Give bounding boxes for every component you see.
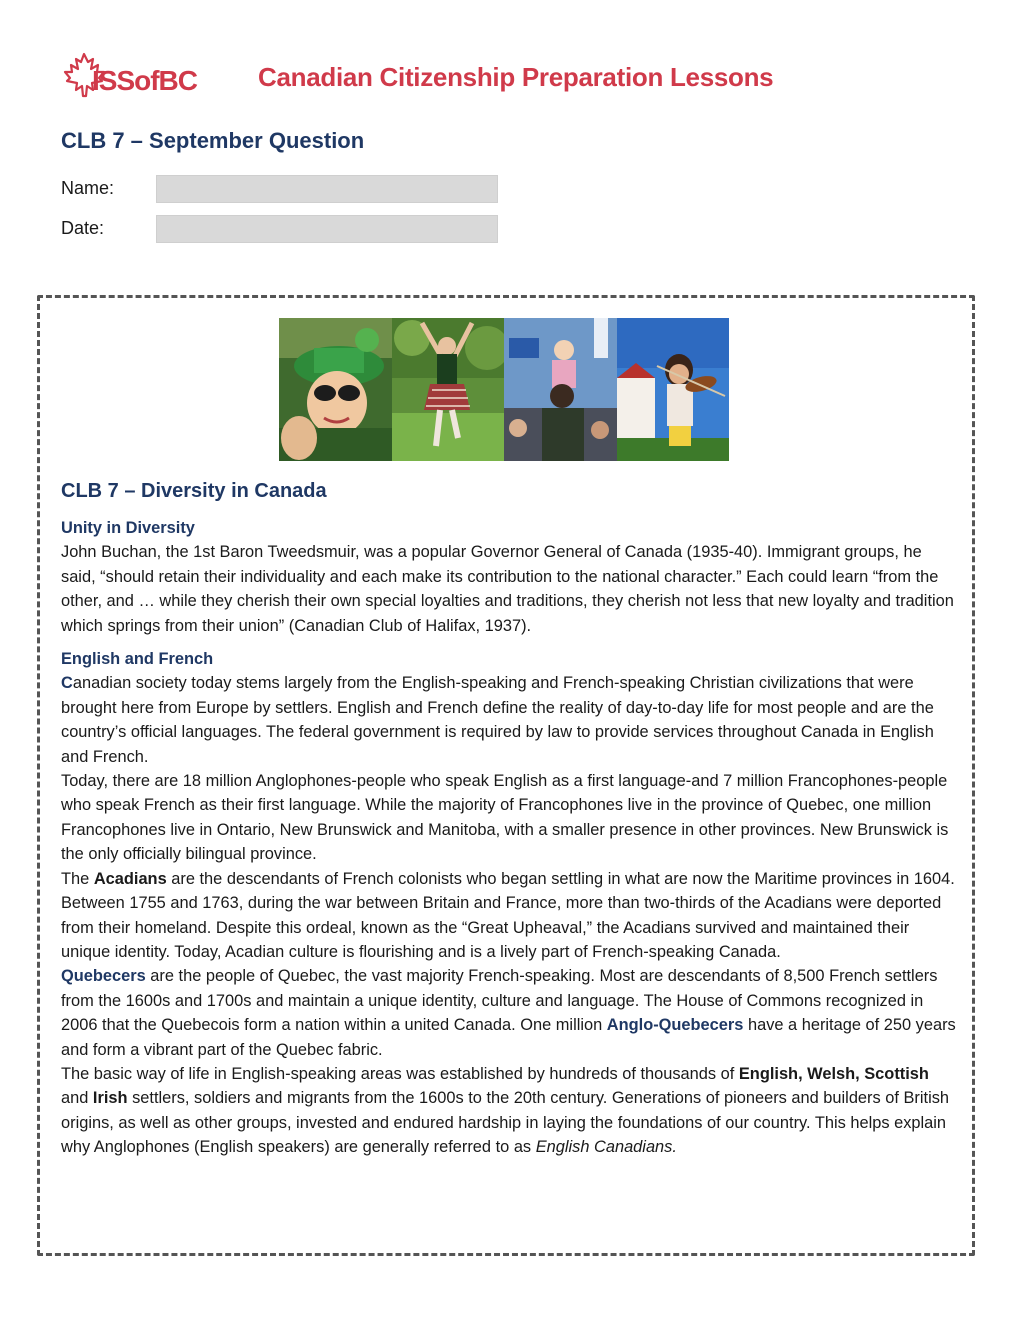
photo-child-green-hat	[279, 318, 392, 461]
quebecers-term: Quebecers	[61, 967, 146, 986]
paragraph-quebecers	[61, 964, 956, 1062]
name-field[interactable]	[156, 175, 498, 203]
article-body	[61, 516, 956, 1160]
paragraph-text: anadian society today stems largely from the English-speaking and French-speaking Christian civilizations that were brought here from Europe by settlers. English and French define the reality of day-to-day life for most people and are the country’s official languages. The federal government is required by law to provide services throughout Canada in English and French.	[61, 674, 934, 766]
paragraph-text: are the descendants of French colonists who began settling in what are now the Maritime provinces in 1604. Between 1755 and 1763, during the war between Britain and France, more than two-thirds of the Acadians were deported from their homeland. Despite this ordeal, known as the “Great Upheaval,” the Acadians survived and maintained their unique identity. Today, Acadian culture is flourishing and is a lively part of French-speaking Canada.	[61, 869, 955, 961]
drop-letter: C	[61, 674, 73, 693]
photo-strip	[279, 318, 729, 461]
paragraph-text: The basic way of life in English-speaking areas was established by hundreds of thousands of	[61, 1064, 739, 1083]
issofbc-logo	[62, 50, 222, 102]
english-french-heading: English and French	[61, 650, 214, 669]
header	[62, 50, 862, 102]
unity-paragraph: John Buchan, the 1st Baron Tweedsmuir, was a popular Governor General of Canada (1935-40). Immigrant groups, he said, “should retain their individuality and each make its contribution to the national character.” Each could learn “from the other, and … while they cherish their own special loyalties and traditions, they cherish not less that new loyalty and tradition which springs from their union” (Canadian Club of Halifax, 1937).	[61, 543, 954, 635]
paragraph-text: have a heritage of 250 years and form a vibrant part of the Quebec fabric.	[61, 1016, 956, 1059]
acadians-term: Acadians	[93, 869, 167, 888]
anglo-quebecers-term: Anglo-Quebecers	[606, 1016, 744, 1035]
date-row	[61, 215, 501, 245]
paragraph-text: The	[61, 869, 94, 888]
section-title: CLB 7 – Diversity in Canada	[61, 480, 327, 502]
british-origins-term: English, Welsh, Scottish	[738, 1064, 929, 1083]
paragraph-acadians	[61, 867, 956, 965]
unity-heading: Unity in Diversity	[61, 519, 195, 537]
name-row	[61, 175, 501, 205]
photo-girl-violin	[617, 318, 730, 461]
page-title: CLB 7 – September Question	[61, 128, 365, 153]
paragraph-text: and	[61, 1089, 93, 1108]
photo-highland-dancer	[392, 318, 505, 461]
paragraph-text: settlers, soldiers and migrants from the 1600s to the 20th century. Generations of pioneers and builders of British origins, as well as other groups, invested and endured hardship in laying the foundations of our country. This helps explain why Anglophones (English speakers) are generally referred to as	[61, 1089, 950, 1157]
logo-text: ISSofBC	[92, 65, 197, 96]
paragraph-canadian-society	[61, 671, 956, 769]
irish-term: Irish	[92, 1089, 128, 1108]
paragraph-anglophones: Today, there are 18 million Anglophones-people who speak English as a first language-and 7 million Francophones-people who speak French as their first language. While the majority of Francophones live in the province of Quebec, one million Francophones live in Ontario, New Brunswick and Manitoba, with a smaller presence in other provinces. New Brunswick is the only officially bilingual province.	[61, 772, 949, 864]
name-label: Name:	[61, 178, 115, 198]
paragraph-text: are the people of Quebec, the vast majority French-speaking. Most are descendants of 8,500 French settlers from the 1600s and 1700s and maintain a unique identity, culture and language. The House of Commons recognized in 2006 that the Quebecois form a nation within a united Canada. One million	[61, 967, 938, 1035]
date-label: Date:	[61, 218, 105, 238]
photo-girl-on-shoulders	[504, 318, 617, 461]
header-title: Canadian Citizenship Preparation Lessons	[258, 62, 774, 92]
date-field[interactable]	[156, 215, 498, 243]
english-canadians-term: English Canadians.	[535, 1138, 677, 1157]
paragraph-english-canadians	[61, 1062, 956, 1160]
